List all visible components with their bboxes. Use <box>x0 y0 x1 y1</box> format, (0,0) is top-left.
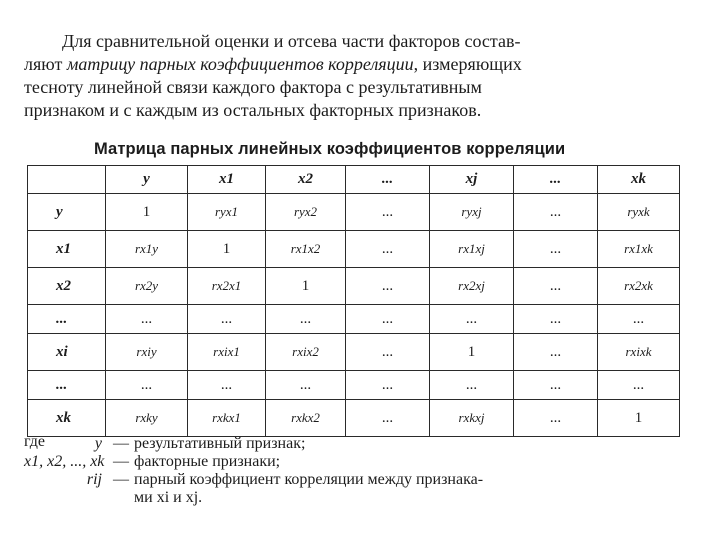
table-cell: rxix1 <box>188 334 266 371</box>
table-row <box>28 371 680 400</box>
table-cell: rxixk <box>598 334 680 371</box>
table-cell: rx2xk <box>598 268 680 305</box>
paragraph-line-1: Для сравнительной оценки и отсева части факторов состав- <box>62 31 521 51</box>
table-cell: ryxk <box>598 194 680 231</box>
table-cell: ... <box>266 305 346 334</box>
table-cell: ... <box>514 194 598 231</box>
matrix-term: матрицу парных коэффициентов корреляции <box>66 54 414 74</box>
legend-dash: — <box>113 453 129 470</box>
intro-paragraph <box>24 30 684 122</box>
column-header: xj <box>430 166 514 194</box>
row-header: ... <box>28 371 106 400</box>
table-cell: ... <box>430 371 514 400</box>
table-cell: ... <box>514 268 598 305</box>
legend-row <box>24 435 684 453</box>
table-cell: ... <box>346 334 430 371</box>
table-cell: rxky <box>106 400 188 437</box>
table-cell: rx1y <box>106 231 188 268</box>
table-cell: ... <box>188 305 266 334</box>
table-cell: ryx1 <box>188 194 266 231</box>
table-cell: rx1x2 <box>266 231 346 268</box>
legend-symbol: x1, x2, ..., xk <box>24 453 105 470</box>
table-cell: ryx2 <box>266 194 346 231</box>
column-header: xk <box>598 166 680 194</box>
paragraph-line-3: тесноту линейной связи каждого фактора с результативным <box>24 77 482 97</box>
table-cell: ... <box>346 268 430 305</box>
table-cell: ... <box>514 400 598 437</box>
legend-text: результативный признак; <box>134 435 306 452</box>
row-header: xk <box>28 400 106 437</box>
table-cell: ... <box>346 231 430 268</box>
table-cell: ... <box>598 371 680 400</box>
table-row <box>28 334 680 371</box>
paragraph-line-2-end: , измеряющих <box>413 54 522 74</box>
legend-row <box>24 453 684 471</box>
legend-symbol: y <box>94 435 102 452</box>
legend-text: парный коэффициент корреляции между признака- <box>134 471 484 488</box>
table-cell: rx2y <box>106 268 188 305</box>
table-cell: ... <box>346 400 430 437</box>
table-cell: rxiy <box>106 334 188 371</box>
table-cell: ... <box>598 305 680 334</box>
legend-row <box>24 489 684 507</box>
table-cell: ... <box>188 371 266 400</box>
table-cell: ... <box>106 305 188 334</box>
table-cell: ... <box>346 305 430 334</box>
table-cell: 1 <box>188 231 266 268</box>
table-cell: ... <box>514 371 598 400</box>
column-header: y <box>106 166 188 194</box>
paragraph-line-2-start: ляют <box>24 54 67 74</box>
table-cell: rxkxj <box>430 400 514 437</box>
table-row <box>28 268 680 305</box>
table-body <box>28 166 680 437</box>
legend <box>24 435 684 507</box>
legend-intro: где <box>24 433 46 450</box>
legend-dash: — <box>113 435 129 452</box>
correlation-matrix-table <box>27 165 680 437</box>
table-cell: ... <box>514 305 598 334</box>
row-header: x1 <box>28 231 106 268</box>
table-cell: 1 <box>430 334 514 371</box>
table-cell: 1 <box>598 400 680 437</box>
row-header: xi <box>28 334 106 371</box>
table-cell: rxkx2 <box>266 400 346 437</box>
table-cell: ryxj <box>430 194 514 231</box>
table-cell: 1 <box>266 268 346 305</box>
table-cell: rxkx1 <box>188 400 266 437</box>
table-cell: ... <box>514 231 598 268</box>
column-header: x2 <box>266 166 346 194</box>
table-cell: 1 <box>106 194 188 231</box>
row-header: x2 <box>28 268 106 305</box>
table-cell: ... <box>346 371 430 400</box>
paragraph-line-4: признаком и с каждым из остальных факторных признаков. <box>24 100 482 120</box>
legend-row <box>24 471 684 489</box>
table-cell: rx2xj <box>430 268 514 305</box>
table-row <box>28 231 680 268</box>
paragraph-line-2 <box>24 53 684 76</box>
table-title: Матрица парных линейных коэффициентов корреляции <box>94 140 566 158</box>
legend-text: факторные признаки; <box>134 453 281 470</box>
column-header: x1 <box>188 166 266 194</box>
row-header: y <box>28 194 106 231</box>
row-header: ... <box>28 305 106 334</box>
table-cell: rx1xj <box>430 231 514 268</box>
table-row <box>28 194 680 231</box>
table-cell: ... <box>514 334 598 371</box>
table-cell: rx2x1 <box>188 268 266 305</box>
legend-symbol: rij <box>86 471 102 488</box>
column-header <box>28 166 106 194</box>
legend-dash: — <box>113 471 129 488</box>
legend-continuation: ми xi и xj. <box>134 489 203 506</box>
table-header-row <box>28 166 680 194</box>
table-cell: rxix2 <box>266 334 346 371</box>
column-header: ... <box>346 166 430 194</box>
column-header: ... <box>514 166 598 194</box>
table-cell: ... <box>346 194 430 231</box>
table-row <box>28 400 680 437</box>
table-cell: ... <box>106 371 188 400</box>
table-cell: ... <box>430 305 514 334</box>
table-cell: rx1xk <box>598 231 680 268</box>
table-row <box>28 305 680 334</box>
table-cell: ... <box>266 371 346 400</box>
